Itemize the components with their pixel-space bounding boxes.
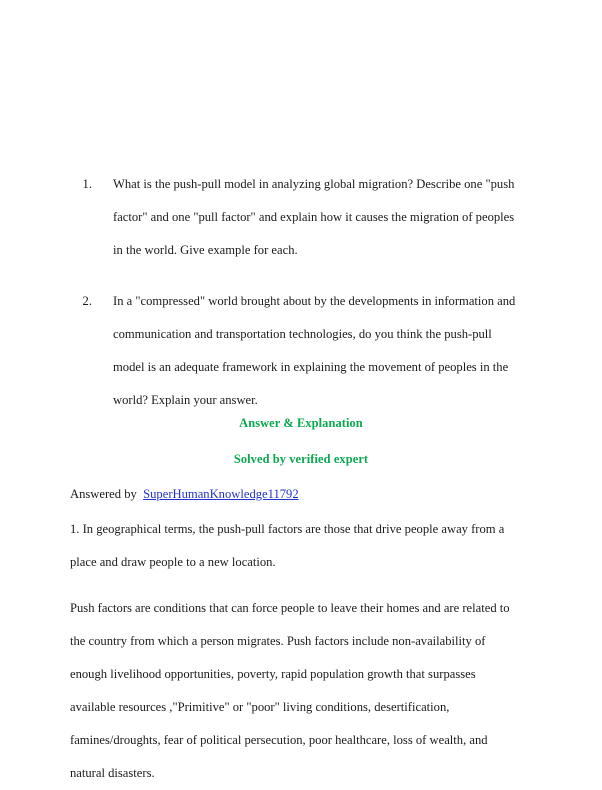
answered-by-label: Answered by — [70, 487, 137, 501]
solved-by-verified-expert-heading: Solved by verified expert — [233, 452, 369, 466]
question-item-2 — [70, 285, 522, 417]
question-item-1 — [70, 168, 522, 267]
answer-paragraph: Push factors are conditions that can force people to leave their homes and are related to the country from which a person migrates. Push factors include non-availability of enough livelihood opportunities, poverty, rapid population growth that surpasses available resources ,"Primitive" or "poor" living conditions, desertification, famines/droughts, fear of political persecution, poor healthcare, loss of wealth, and natural disasters. — [70, 601, 510, 780]
answered-by-line — [70, 486, 299, 503]
question-text: In a "compressed" world brought about by the developments in information and communication and transportation technologies, do you think the push-pull model is an adequate framework in explaining the movement of peoples in the world? Explain your answer. — [113, 294, 516, 407]
expert-profile-link[interactable]: SuperHumanKnowledge11792 — [143, 487, 299, 501]
question-number: 1. — [82, 177, 92, 191]
question-number: 2. — [82, 294, 92, 308]
answer-body — [70, 513, 522, 790]
question-list — [70, 168, 522, 435]
question-text: What is the push-pull model in analyzing global migration? Describe one "push factor" and one "pull factor" and explain how it causes the migration of peoples in the world. Give example for each. — [113, 177, 515, 257]
answer-paragraph: 1. In geographical terms, the push-pull factors are those that drive people away from a place and draw people to a new location. — [70, 522, 505, 569]
answer-explanation-heading: Answer & Explanation — [239, 416, 363, 430]
